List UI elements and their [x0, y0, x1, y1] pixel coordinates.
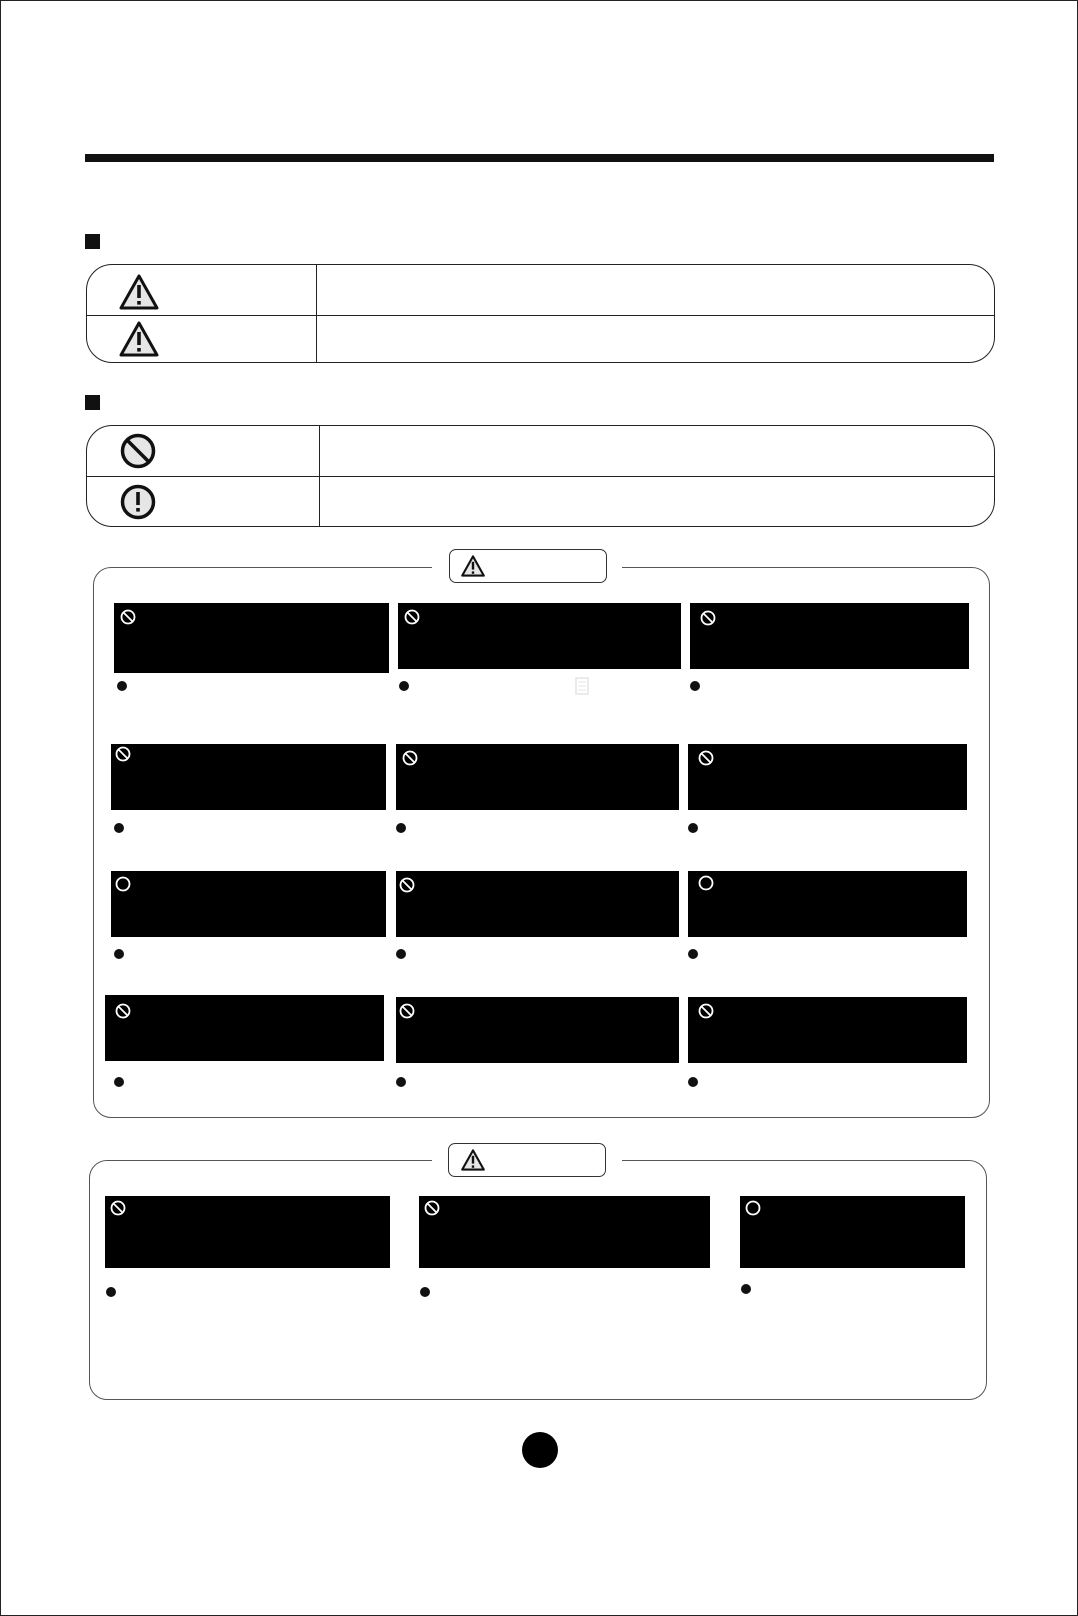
page-title	[85, 110, 994, 146]
bullet-dot	[688, 1077, 698, 1087]
warning-item-block	[688, 997, 967, 1063]
mandatory-circle-icon	[115, 876, 131, 892]
warning-item-block	[398, 603, 681, 669]
bullet-dot	[396, 1077, 406, 1087]
section-bullet-square	[85, 395, 100, 410]
prohibition-icon	[120, 609, 136, 625]
prohibition-icon	[698, 750, 714, 766]
bullet-dot	[396, 949, 406, 959]
prohibition-icon	[115, 746, 131, 762]
mandatory-circle-icon	[745, 1200, 761, 1216]
bullet-dot	[420, 1287, 430, 1297]
prohibition-icon	[424, 1200, 440, 1216]
bullet-dot	[399, 681, 409, 691]
warning-item-block	[688, 871, 967, 937]
signal-row-warning	[87, 265, 994, 315]
bullet-dot	[114, 949, 124, 959]
bullet-dot	[114, 1077, 124, 1087]
signal-row-description	[327, 316, 974, 363]
page-number	[522, 1432, 558, 1468]
bullet-dot	[114, 823, 124, 833]
bullet-dot	[688, 823, 698, 833]
bullet-dot	[117, 681, 127, 691]
bullet-dot	[688, 949, 698, 959]
prohibition-icon	[115, 1003, 131, 1019]
warning-item-block	[114, 603, 389, 673]
warning-item-block	[690, 603, 969, 669]
bullet-dot	[741, 1284, 751, 1294]
warning-item-block	[105, 995, 384, 1061]
symbol-row-description	[327, 426, 974, 476]
section-bullet-square	[85, 234, 100, 249]
faint-print-mark	[574, 676, 590, 696]
table-column-divider	[319, 426, 320, 526]
prohibition-icon	[700, 610, 716, 626]
caution-panel-badge	[448, 1143, 606, 1177]
warning-panel-badge	[449, 549, 607, 583]
bullet-dot	[690, 681, 700, 691]
bullet-dot	[106, 1287, 116, 1297]
warning-item-block	[396, 744, 679, 810]
symbol-row-description	[327, 477, 974, 527]
prohibition-icon	[110, 1200, 126, 1216]
prohibition-icon	[399, 877, 415, 893]
header-rule	[85, 154, 994, 162]
symbol-row-mandatory	[87, 476, 994, 527]
prohibition-icon	[399, 1003, 415, 1019]
symbol-row-prohibition	[87, 426, 994, 476]
caution-item-block	[740, 1196, 965, 1268]
symbols-table	[86, 425, 995, 527]
warning-triangle-icon	[461, 1149, 485, 1171]
warning-triangle-icon	[119, 274, 159, 310]
warning-item-block	[688, 744, 967, 810]
signal-row-description	[327, 265, 974, 315]
caution-item-block	[105, 1196, 390, 1268]
warning-item-block	[396, 997, 679, 1063]
mandatory-circle-icon	[698, 875, 714, 891]
prohibition-icon	[404, 609, 420, 625]
page-number-badge	[522, 1432, 558, 1468]
warning-triangle-icon	[119, 321, 159, 357]
prohibition-icon	[402, 750, 418, 766]
warning-item-block	[111, 744, 386, 810]
warning-item-block	[396, 871, 679, 937]
warning-item-block	[111, 871, 386, 937]
caution-item-block	[419, 1196, 710, 1268]
mandatory-action-icon	[120, 484, 156, 520]
prohibition-icon	[120, 433, 156, 469]
table-column-divider	[316, 265, 317, 362]
signal-words-table	[86, 264, 995, 363]
warning-triangle-icon	[461, 555, 485, 577]
bullet-dot	[396, 823, 406, 833]
prohibition-icon	[698, 1003, 714, 1019]
signal-row-caution	[87, 315, 994, 363]
